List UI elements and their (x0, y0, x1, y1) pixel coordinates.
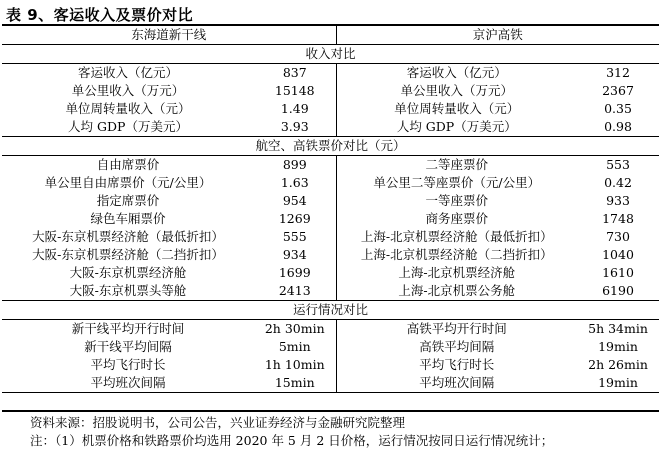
right-value: 312 (606, 65, 630, 80)
table-row (2, 338, 659, 356)
col-right-header: 京沪高铁 (336, 26, 659, 45)
left-label: 大阪-东京机票经济舱（最低折扣） (32, 229, 224, 244)
table-row (2, 174, 659, 192)
table-row (2, 64, 659, 83)
right-label: 一等座票价 (336, 192, 577, 210)
right-label: 高铁平均间隔 (336, 338, 577, 356)
left-value: 954 (282, 193, 307, 208)
left-value: 1.49 (280, 101, 309, 116)
right-label: 上海-北京机票经济舱 (336, 264, 577, 282)
right-value: 0.35 (604, 101, 632, 116)
left-label: 平均班次间隔 (2, 374, 254, 393)
left-value: 837 (282, 65, 307, 80)
table-row (2, 356, 659, 374)
right-value: 6190 (577, 282, 659, 301)
right-label: 上海-北京机票经济舱（二挡折扣） (336, 246, 577, 264)
section-title: 运行情况对比 (2, 301, 659, 320)
section-title-row (2, 301, 659, 320)
table-row (2, 156, 659, 175)
left-label: 绿色车厢票价 (90, 211, 166, 226)
table-row (2, 282, 659, 301)
left-value: 1h 10min (264, 357, 325, 372)
header-row (2, 26, 659, 45)
right-value: 1748 (602, 211, 634, 226)
table-row (2, 264, 659, 282)
right-value: 553 (606, 157, 630, 172)
comparison-table (2, 26, 659, 393)
right-value: 19min (598, 339, 638, 354)
table-bottom-rule (2, 410, 659, 412)
left-value: 15min (254, 374, 336, 393)
right-value: 1610 (602, 265, 634, 280)
right-value: 19min (577, 374, 659, 393)
section-title-row (2, 137, 659, 156)
section-title: 航空、高铁票价对比（元） (2, 137, 659, 156)
table-row (2, 210, 659, 228)
right-value: 0.42 (604, 175, 632, 190)
left-label: 单公里收入（万元） (71, 83, 185, 98)
left-label: 客运收入（亿元） (77, 65, 178, 80)
footnote: 注：（1）机票价格和铁路票价均选用 2020 年 5 月 2 日价格，运行情况按同日运行情况统计； (30, 433, 554, 448)
right-value: 730 (606, 229, 630, 244)
right-label: 平均飞行时长 (336, 356, 577, 374)
table-row (2, 100, 659, 118)
right-value: 5h 34min (588, 321, 648, 336)
left-value: 934 (282, 247, 307, 262)
left-value: 15148 (274, 83, 315, 98)
right-label: 单位周转量收入（元） (336, 100, 577, 118)
left-label: 新干线平均间隔 (84, 339, 172, 354)
right-label: 上海-北京机票经济舱（最低折扣） (336, 228, 577, 246)
left-value: 2413 (254, 282, 336, 301)
table-row (2, 374, 659, 393)
left-value: 5min (278, 339, 311, 354)
right-label: 单公里收入（万元） (336, 82, 577, 100)
right-label: 上海-北京机票公务舱 (336, 282, 577, 301)
table-row (2, 228, 659, 246)
left-label: 大阪-东京机票经济舱 (69, 265, 187, 280)
right-value: 2367 (602, 83, 634, 98)
left-value: 899 (282, 157, 307, 172)
section-title-row (2, 45, 659, 64)
right-value: 2h 26min (588, 357, 648, 372)
table-row (2, 82, 659, 100)
right-label: 单公里二等座票价（元/公里） (336, 174, 577, 192)
left-label: 大阪-东京机票头等舱 (2, 282, 254, 301)
left-label: 单位周转量收入（元） (65, 101, 191, 116)
table-row (2, 118, 659, 137)
col-left-header: 东海道新干线 (2, 26, 336, 45)
right-value: 1040 (602, 247, 634, 262)
left-value: 555 (282, 229, 307, 244)
table-row (2, 192, 659, 210)
table-title: 表 9、客运收入及票价对比 (6, 6, 194, 24)
left-label: 人均 GDP（万美元） (2, 118, 254, 137)
left-label: 平均飞行时长 (90, 357, 166, 372)
left-value: 1269 (278, 211, 311, 226)
left-value: 2h 30min (264, 321, 325, 336)
right-label: 平均班次间隔 (336, 374, 577, 393)
right-label: 二等座票价 (336, 156, 577, 175)
right-value: 0.98 (577, 118, 659, 137)
left-value: 1.63 (280, 175, 309, 190)
table-row (2, 246, 659, 264)
left-value: 3.93 (254, 118, 336, 137)
left-label: 自由席票价 (96, 157, 160, 172)
source-note: 资料来源：招股说明书，公司公告，兴业证券经济与金融研究院整理 (30, 415, 406, 430)
left-label: 指定席票价 (96, 193, 160, 208)
left-label: 单公里自由席票价（元/公里） (44, 175, 212, 190)
right-value: 933 (606, 193, 630, 208)
left-label: 大阪-东京机票经济舱（二挡折扣） (32, 247, 224, 262)
section-title: 收入对比 (2, 45, 659, 64)
right-label: 高铁平均开行时间 (336, 320, 577, 339)
right-label: 商务座票价 (336, 210, 577, 228)
left-label: 新干线平均开行时间 (71, 321, 185, 336)
right-label: 客运收入（亿元） (336, 64, 577, 83)
left-value: 1699 (278, 265, 311, 280)
table-row (2, 320, 659, 339)
right-label: 人均 GDP（万美元） (336, 118, 577, 137)
